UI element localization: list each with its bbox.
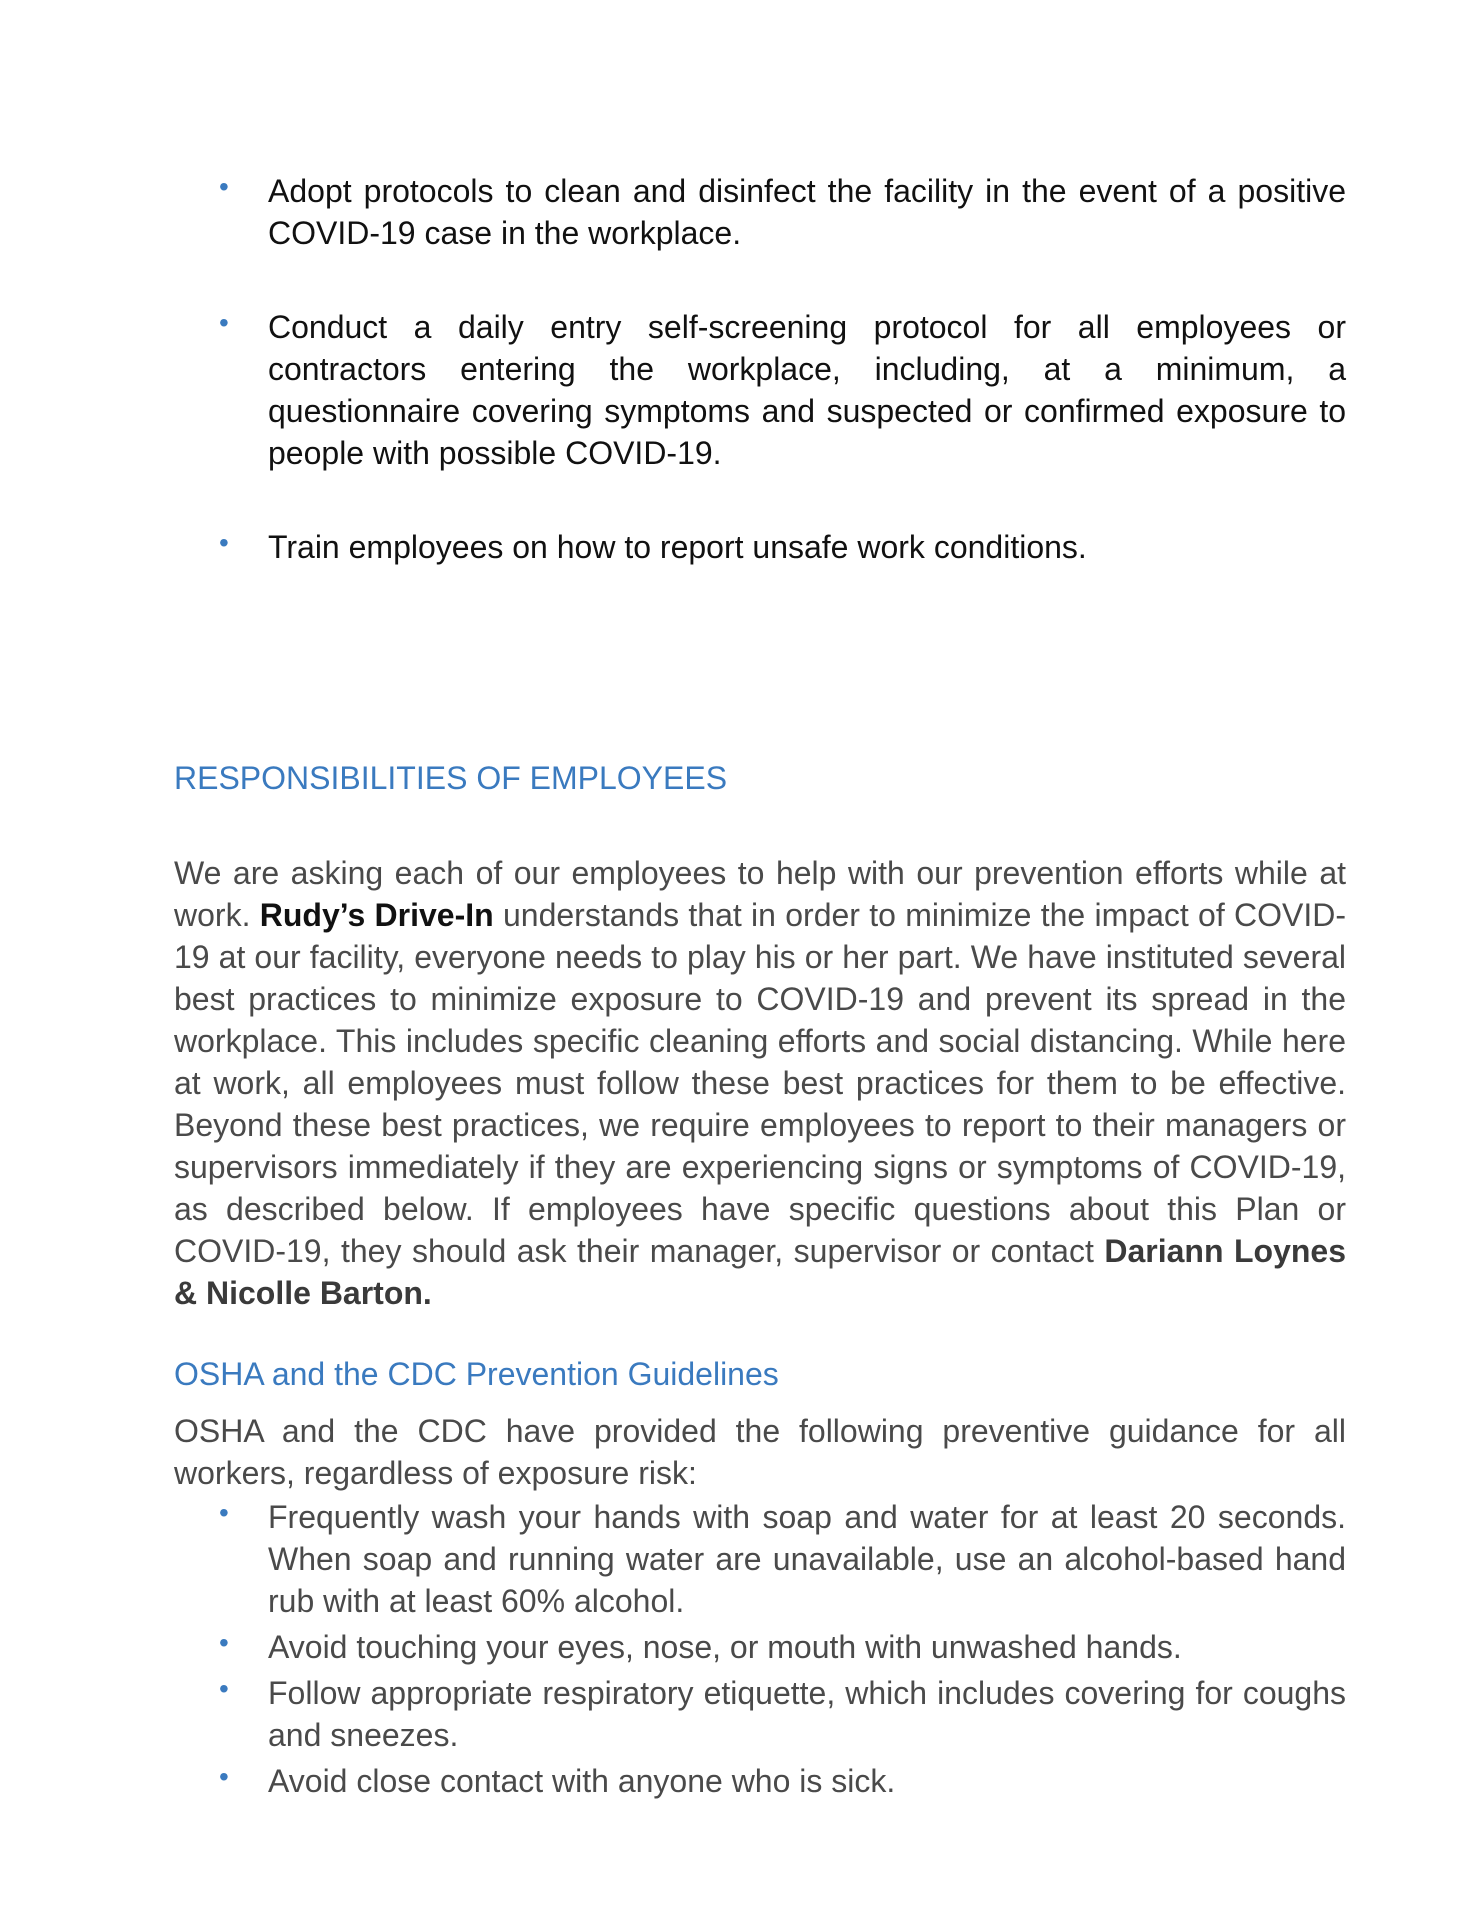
list-item-text: Avoid close contact with anyone who is sick. (268, 1763, 896, 1799)
list-item (216, 1672, 1346, 1756)
list-item-text: Avoid touching your eyes, nose, or mouth with unwashed hands. (268, 1629, 1182, 1665)
list-item-text: Conduct a daily entry self-screening protocol for all employees or contractors entering the workplace, including, at a minimum, a questionnaire covering symptoms and suspected or confirmed exposure to people with possible COVID-19. (268, 309, 1346, 471)
bullet-dot-icon: • (219, 307, 229, 338)
section-heading-responsibilities: RESPONSIBILITIES OF EMPLOYEES (174, 760, 728, 796)
list-item (216, 306, 1346, 474)
osha-guidelines-list (216, 1496, 1346, 1806)
list-item-text: Follow appropriate respiratory etiquette, which includes covering for coughs and sneezes. (268, 1675, 1346, 1753)
bullet-dot-icon: • (219, 527, 229, 558)
osha-intro-paragraph: OSHA and the CDC have provided the following preventive guidance for all workers, regardless of exposure risk: (174, 1413, 1346, 1491)
requirements-bullet-list (216, 170, 1346, 620)
list-item (216, 1760, 1346, 1802)
list-item-text: Train employees on how to report unsafe work conditions. (268, 529, 1087, 565)
bullet-dot-icon: • (219, 171, 229, 202)
paragraph-text: We are asking each of our employees to help with our prevention efforts while at work. (174, 855, 1346, 933)
list-item (216, 1496, 1346, 1622)
bullet-dot-icon: • (219, 1673, 229, 1704)
company-name: Rudy’s Drive-In (259, 897, 494, 933)
responsibilities-paragraph (174, 852, 1346, 1314)
list-item-text: Frequently wash your hands with soap and water for at least 20 seconds. When soap and running water are unavailable, use an alcohol-based hand rub with at least 60% alcohol. (268, 1499, 1346, 1619)
contact-names: Dariann Loynes & Nicolle Barton. (174, 1233, 1347, 1311)
list-item-text: Adopt protocols to clean and disinfect the facility in the event of a positive COVID-19 case in the workplace. (268, 173, 1346, 251)
list-item (216, 1626, 1346, 1668)
paragraph-text: understands that in order to minimize the impact of COVID-19 at our facility, everyone needs to play his or her part. We have instituted several best practices to minimize exposure to COVID-19 and prevent its spread in the workplace. This includes specific cleaning efforts and social distancing. While here at work, all employees must follow these best practices for them to be effective. Beyond these best practices, we require employees to report to their managers or supervisors immediately if they are experiencing signs or symptoms of COVID-19, as described below. If employees have specific questions about this Plan or COVID-19, they should ask their manager, supervisor or contact (174, 897, 1347, 1269)
bullet-dot-icon: • (219, 1627, 229, 1658)
bullet-dot-icon: • (219, 1497, 229, 1528)
list-item (216, 170, 1346, 254)
list-item (216, 526, 1346, 568)
section-heading-osha: OSHA and the CDC Prevention Guidelines (174, 1356, 779, 1392)
bullet-dot-icon: • (219, 1761, 229, 1792)
